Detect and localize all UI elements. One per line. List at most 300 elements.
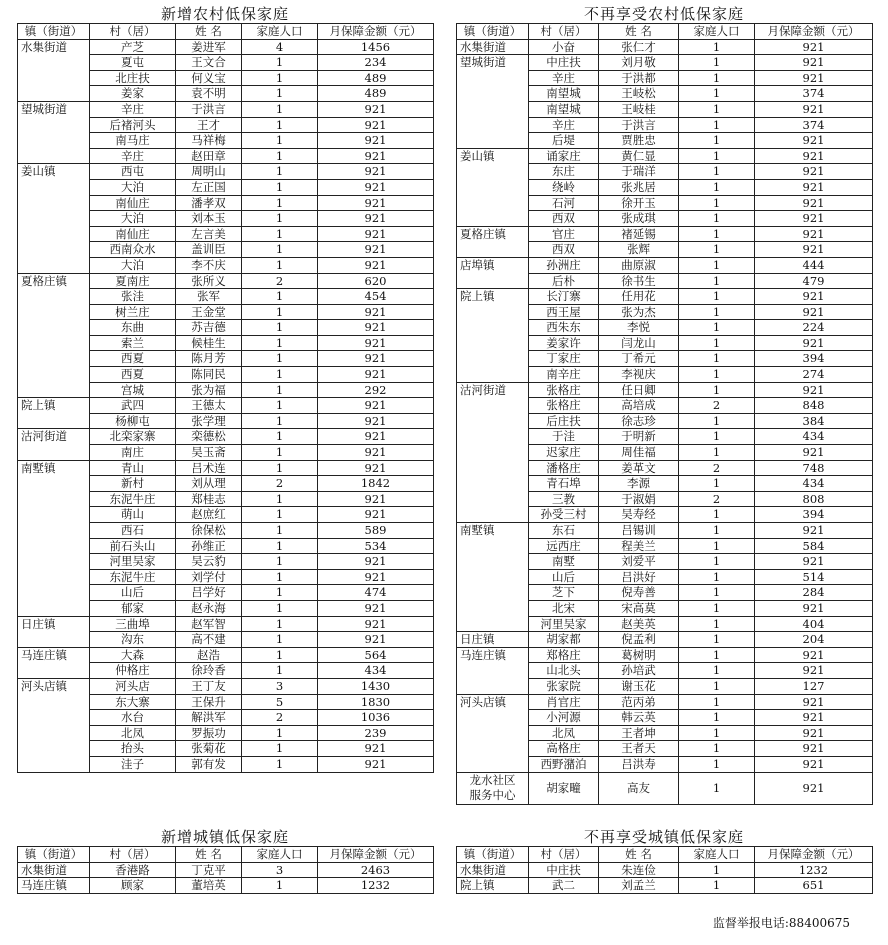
household-size-cell: 1	[679, 663, 755, 679]
town-cell: 夏格庄镇	[18, 273, 90, 398]
monthly-amount-cell: 204	[755, 632, 873, 648]
village-cell: 中庄扶	[529, 55, 599, 71]
monthly-amount-cell: 921	[318, 460, 434, 476]
monthly-amount-cell: 921	[318, 101, 434, 117]
village-cell: 北凤	[90, 725, 176, 741]
monthly-amount-cell: 404	[755, 616, 873, 632]
town-cell: 马连庄镇	[18, 647, 90, 678]
village-cell: 西南众水	[90, 242, 176, 258]
name-cell: 李视庆	[599, 367, 679, 383]
household-size-cell: 1	[242, 569, 318, 585]
household-size-cell: 1	[679, 445, 755, 461]
village-cell: 大泊	[90, 211, 176, 227]
village-cell: 河头店	[90, 678, 176, 694]
table-row	[18, 647, 434, 663]
monthly-amount-cell: 127	[755, 678, 873, 694]
name-cell: 王金堂	[176, 304, 242, 320]
name-cell: 闫龙山	[599, 335, 679, 351]
village-cell: 洼子	[90, 756, 176, 772]
table-header-row	[457, 24, 873, 40]
name-cell: 罗振功	[176, 725, 242, 741]
household-size-cell: 1	[679, 678, 755, 694]
monthly-amount-cell: 489	[318, 86, 434, 102]
household-size-cell: 1	[679, 211, 755, 227]
village-cell: 大泊	[90, 257, 176, 273]
name-cell: 王者天	[599, 741, 679, 757]
table-header-row	[18, 24, 434, 40]
monthly-amount-cell: 479	[755, 273, 873, 289]
town-cell: 龙水社区 服务中心	[457, 772, 529, 804]
name-cell: 吴玉斋	[176, 445, 242, 461]
village-cell: 新村	[90, 476, 176, 492]
town-cell: 马连庄镇	[18, 878, 90, 894]
name-cell: 赵浩	[176, 647, 242, 663]
village-cell: 后朴	[529, 273, 599, 289]
monthly-amount-cell: 444	[755, 257, 873, 273]
table-row	[457, 289, 873, 305]
village-cell: 东庄	[529, 164, 599, 180]
monthly-amount-cell: 921	[318, 179, 434, 195]
town-cell: 望城街道	[457, 55, 529, 149]
monthly-amount-cell: 921	[318, 491, 434, 507]
name-cell: 王丁友	[176, 678, 242, 694]
town-cell: 店埠镇	[457, 257, 529, 288]
name-cell: 曲原淑	[599, 257, 679, 273]
village-cell: 索兰	[90, 335, 176, 351]
name-cell: 潘孝双	[176, 195, 242, 211]
header-monthly-amount: 月保障金额（元）	[755, 847, 873, 863]
new-urban-table	[17, 846, 434, 894]
name-cell: 张辉	[599, 242, 679, 258]
table-row	[457, 632, 873, 648]
village-cell: 西野潴泊	[529, 756, 599, 772]
village-cell: 郁家	[90, 600, 176, 616]
monthly-amount-cell: 921	[318, 257, 434, 273]
monthly-amount-cell: 921	[318, 600, 434, 616]
town-cell: 日庄镇	[18, 616, 90, 647]
household-size-cell: 1	[679, 195, 755, 211]
name-cell: 葛树明	[599, 647, 679, 663]
monthly-amount-cell: 1232	[755, 862, 873, 878]
name-cell: 刘学付	[176, 569, 242, 585]
name-cell: 韩云英	[599, 710, 679, 726]
village-cell: 姜家	[90, 86, 176, 102]
table-row	[457, 382, 873, 398]
table-header-row	[457, 847, 873, 863]
header-monthly-amount: 月保障金额（元）	[755, 24, 873, 40]
name-cell: 董培英	[176, 878, 242, 894]
monthly-amount-cell: 224	[755, 320, 873, 336]
household-size-cell: 1	[679, 710, 755, 726]
monthly-amount-cell: 921	[318, 507, 434, 523]
household-size-cell: 1	[679, 86, 755, 102]
village-cell: 大森	[90, 647, 176, 663]
name-cell: 王岐桂	[599, 101, 679, 117]
town-cell: 姜山镇	[18, 164, 90, 273]
household-size-cell: 1	[679, 632, 755, 648]
household-size-cell: 1	[242, 382, 318, 398]
monthly-amount-cell: 921	[318, 320, 434, 336]
monthly-amount-cell: 1842	[318, 476, 434, 492]
table-row	[457, 55, 873, 71]
household-size-cell: 4	[242, 39, 318, 55]
name-cell: 王岐松	[599, 86, 679, 102]
header-monthly-amount: 月保障金额（元）	[318, 847, 434, 863]
household-size-cell: 1	[679, 569, 755, 585]
name-cell: 王保升	[176, 694, 242, 710]
town-cell: 河头店镇	[457, 694, 529, 772]
household-size-cell: 1	[242, 507, 318, 523]
table-row	[457, 878, 873, 894]
table-row	[457, 39, 873, 55]
monthly-amount-cell: 474	[318, 585, 434, 601]
header-name: 姓 名	[176, 24, 242, 40]
household-size-cell: 1	[679, 647, 755, 663]
name-cell: 于淑娟	[599, 491, 679, 507]
town-cell: 夏格庄镇	[457, 226, 529, 257]
table-row	[18, 460, 434, 476]
household-size-cell: 2	[679, 460, 755, 476]
household-size-cell: 1	[242, 148, 318, 164]
header-monthly-amount: 月保障金额（元）	[318, 24, 434, 40]
village-cell: 孙洲庄	[529, 257, 599, 273]
household-size-cell: 1	[679, 273, 755, 289]
village-cell: 北凤	[529, 725, 599, 741]
name-cell: 周佳福	[599, 445, 679, 461]
household-size-cell: 1	[679, 600, 755, 616]
monthly-amount-cell: 921	[755, 226, 873, 242]
header-name: 姓 名	[176, 847, 242, 863]
household-size-cell: 1	[242, 164, 318, 180]
monthly-amount-cell: 921	[318, 226, 434, 242]
household-size-cell: 2	[679, 398, 755, 414]
household-size-cell: 1	[679, 616, 755, 632]
name-cell: 朱连俭	[599, 862, 679, 878]
town-cell: 马连庄镇	[457, 647, 529, 694]
monthly-amount-cell: 584	[755, 538, 873, 554]
town-cell: 水集街道	[457, 39, 529, 55]
village-cell: 水台	[90, 710, 176, 726]
monthly-amount-cell: 514	[755, 569, 873, 585]
name-cell: 孙维正	[176, 538, 242, 554]
village-cell: 诵家庄	[529, 148, 599, 164]
household-size-cell: 1	[679, 538, 755, 554]
monthly-amount-cell: 921	[755, 304, 873, 320]
village-cell: 张格庄	[529, 382, 599, 398]
village-cell: 长汀寨	[529, 289, 599, 305]
household-size-cell: 1	[242, 554, 318, 570]
household-size-cell: 3	[242, 678, 318, 694]
village-cell: 张家院	[529, 678, 599, 694]
village-cell: 顾家	[90, 878, 176, 894]
village-cell: 张格庄	[529, 398, 599, 414]
town-cell: 南墅镇	[457, 523, 529, 632]
household-size-cell: 1	[242, 226, 318, 242]
name-cell: 高不建	[176, 632, 242, 648]
monthly-amount-cell: 620	[318, 273, 434, 289]
name-cell: 张成琪	[599, 211, 679, 227]
household-size-cell: 1	[679, 413, 755, 429]
name-cell: 姜革文	[599, 460, 679, 476]
name-cell: 徐志珍	[599, 413, 679, 429]
household-size-cell: 1	[679, 242, 755, 258]
monthly-amount-cell: 921	[318, 304, 434, 320]
monthly-amount-cell: 921	[318, 195, 434, 211]
stop-rural-title: 不再享受农村低保家庭	[583, 5, 744, 23]
village-cell: 西夏	[90, 367, 176, 383]
village-cell: 绕岭	[529, 179, 599, 195]
header-household-size: 家庭人口	[679, 847, 755, 863]
table-row	[18, 678, 434, 694]
household-size-cell: 1	[242, 195, 318, 211]
household-size-cell: 1	[679, 476, 755, 492]
name-cell: 候桂生	[176, 335, 242, 351]
town-cell: 河头店镇	[18, 678, 90, 772]
household-size-cell: 1	[679, 335, 755, 351]
name-cell: 赵庶红	[176, 507, 242, 523]
new-rural-section	[17, 5, 433, 773]
household-size-cell: 1	[242, 289, 318, 305]
header-town: 镇（街道）	[457, 24, 529, 40]
header-town: 镇（街道）	[457, 847, 529, 863]
village-cell: 辛庄	[90, 101, 176, 117]
village-cell: 张洼	[90, 289, 176, 305]
household-size-cell: 1	[242, 320, 318, 336]
table-header-row	[18, 847, 434, 863]
name-cell: 袁不明	[176, 86, 242, 102]
household-size-cell: 1	[679, 554, 755, 570]
monthly-amount-cell: 921	[755, 335, 873, 351]
header-household-size: 家庭人口	[242, 24, 318, 40]
village-cell: 石河	[529, 195, 599, 211]
household-size-cell: 1	[242, 257, 318, 273]
name-cell: 吕洪寿	[599, 756, 679, 772]
name-cell: 张为福	[176, 382, 242, 398]
name-cell: 郑桂志	[176, 491, 242, 507]
household-size-cell: 1	[242, 55, 318, 71]
header-name: 姓 名	[599, 24, 679, 40]
town-cell: 日庄镇	[457, 632, 529, 648]
monthly-amount-cell: 921	[755, 710, 873, 726]
village-cell: 河里吴家	[90, 554, 176, 570]
name-cell: 孙培武	[599, 663, 679, 679]
monthly-amount-cell: 589	[318, 523, 434, 539]
header-village: 村（居）	[529, 847, 599, 863]
name-cell: 吴寿经	[599, 507, 679, 523]
monthly-amount-cell: 921	[318, 242, 434, 258]
table-row	[18, 398, 434, 414]
name-cell: 陈同民	[176, 367, 242, 383]
name-cell: 于明新	[599, 429, 679, 445]
name-cell: 范丙弟	[599, 694, 679, 710]
table-row	[18, 862, 434, 878]
household-size-cell: 1	[679, 862, 755, 878]
stop-rural-section	[456, 5, 872, 805]
name-cell: 左言美	[176, 226, 242, 242]
village-cell: 北宋	[529, 600, 599, 616]
name-cell: 李不庆	[176, 257, 242, 273]
town-cell: 院上镇	[457, 878, 529, 894]
name-cell: 盖训臣	[176, 242, 242, 258]
table-row	[18, 101, 434, 117]
household-size-cell: 1	[679, 382, 755, 398]
household-size-cell: 1	[679, 101, 755, 117]
name-cell: 张仁才	[599, 39, 679, 55]
monthly-amount-cell: 921	[755, 756, 873, 772]
monthly-amount-cell: 921	[318, 117, 434, 133]
village-cell: 孙受三村	[529, 507, 599, 523]
monthly-amount-cell: 921	[755, 647, 873, 663]
name-cell: 李悦	[599, 320, 679, 336]
header-household-size: 家庭人口	[242, 847, 318, 863]
monthly-amount-cell: 921	[755, 741, 873, 757]
monthly-amount-cell: 651	[755, 878, 873, 894]
header-household-size: 家庭人口	[679, 24, 755, 40]
village-cell: 西夏	[90, 351, 176, 367]
stop-urban-title: 不再享受城镇低保家庭	[583, 828, 744, 846]
table-row	[457, 523, 873, 539]
household-size-cell: 1	[242, 429, 318, 445]
village-cell: 西王屋	[529, 304, 599, 320]
new-rural-title: 新增农村低保家庭	[160, 5, 289, 23]
name-cell: 贾胜忠	[599, 133, 679, 149]
table-row	[18, 273, 434, 289]
town-cell: 姜山镇	[457, 148, 529, 226]
table-row	[457, 647, 873, 663]
village-cell: 山后	[90, 585, 176, 601]
monthly-amount-cell: 434	[755, 429, 873, 445]
village-cell: 青石埠	[529, 476, 599, 492]
household-size-cell: 1	[242, 117, 318, 133]
village-cell: 夏屯	[90, 55, 176, 71]
name-cell: 任日卿	[599, 382, 679, 398]
name-cell: 于洪都	[599, 70, 679, 86]
monthly-amount-cell: 434	[755, 476, 873, 492]
village-cell: 小河源	[529, 710, 599, 726]
table-row	[18, 39, 434, 55]
monthly-amount-cell: 374	[755, 86, 873, 102]
name-cell: 倪孟利	[599, 632, 679, 648]
household-size-cell: 1	[242, 878, 318, 894]
household-size-cell: 2	[679, 491, 755, 507]
household-size-cell: 1	[679, 70, 755, 86]
monthly-amount-cell: 808	[755, 491, 873, 507]
name-cell: 陈月芳	[176, 351, 242, 367]
household-size-cell: 1	[242, 70, 318, 86]
name-cell: 于瑞洋	[599, 164, 679, 180]
new-rural-table	[17, 23, 434, 773]
household-size-cell: 1	[679, 351, 755, 367]
household-size-cell: 1	[679, 367, 755, 383]
village-cell: 东泥牛庄	[90, 491, 176, 507]
monthly-amount-cell: 921	[318, 554, 434, 570]
monthly-amount-cell: 1830	[318, 694, 434, 710]
village-cell: 西屯	[90, 164, 176, 180]
village-cell: 仲格庄	[90, 663, 176, 679]
household-size-cell: 1	[242, 460, 318, 476]
town-cell: 南墅镇	[18, 460, 90, 616]
monthly-amount-cell: 1036	[318, 710, 434, 726]
village-cell: 西朱东	[529, 320, 599, 336]
monthly-amount-cell: 921	[318, 367, 434, 383]
village-cell: 东曲	[90, 320, 176, 336]
household-size-cell: 1	[679, 39, 755, 55]
village-cell: 南望城	[529, 101, 599, 117]
village-cell: 姜家许	[529, 335, 599, 351]
name-cell: 倪寿善	[599, 585, 679, 601]
village-cell: 后堤	[529, 133, 599, 149]
name-cell: 张学理	[176, 413, 242, 429]
household-size-cell: 1	[679, 756, 755, 772]
village-cell: 武四	[90, 398, 176, 414]
village-cell: 后庄扶	[529, 413, 599, 429]
name-cell: 马祥梅	[176, 133, 242, 149]
household-size-cell: 1	[242, 585, 318, 601]
name-cell: 徐开玉	[599, 195, 679, 211]
village-cell: 南望城	[529, 86, 599, 102]
household-size-cell: 1	[242, 538, 318, 554]
village-cell: 肖官庄	[529, 694, 599, 710]
name-cell: 于洪言	[176, 101, 242, 117]
village-cell: 东石	[529, 523, 599, 539]
table-row	[457, 257, 873, 273]
monthly-amount-cell: 921	[755, 694, 873, 710]
monthly-amount-cell: 921	[318, 569, 434, 585]
monthly-amount-cell: 274	[755, 367, 873, 383]
monthly-amount-cell: 921	[755, 289, 873, 305]
household-size-cell: 1	[242, 101, 318, 117]
village-cell: 武二	[529, 878, 599, 894]
monthly-amount-cell: 374	[755, 117, 873, 133]
monthly-amount-cell: 394	[755, 351, 873, 367]
name-cell: 张所义	[176, 273, 242, 289]
monthly-amount-cell: 921	[318, 133, 434, 149]
monthly-amount-cell: 921	[755, 242, 873, 258]
village-cell: 潘格庄	[529, 460, 599, 476]
monthly-amount-cell: 239	[318, 725, 434, 741]
household-size-cell: 1	[242, 663, 318, 679]
household-size-cell: 1	[679, 741, 755, 757]
household-size-cell: 2	[242, 273, 318, 289]
household-size-cell: 1	[679, 585, 755, 601]
name-cell: 高培成	[599, 398, 679, 414]
name-cell: 吕锡训	[599, 523, 679, 539]
village-cell: 大泊	[90, 179, 176, 195]
monthly-amount-cell: 748	[755, 460, 873, 476]
stop-urban-section	[456, 828, 872, 894]
village-cell: 抬头	[90, 741, 176, 757]
name-cell: 王者坤	[599, 725, 679, 741]
name-cell: 何义宝	[176, 70, 242, 86]
household-size-cell: 1	[242, 632, 318, 648]
monthly-amount-cell: 921	[755, 179, 873, 195]
name-cell: 刘从理	[176, 476, 242, 492]
household-size-cell: 1	[242, 211, 318, 227]
household-size-cell: 1	[679, 694, 755, 710]
name-cell: 张为杰	[599, 304, 679, 320]
town-cell: 水集街道	[457, 862, 529, 878]
name-cell: 徐玲香	[176, 663, 242, 679]
monthly-amount-cell: 921	[755, 148, 873, 164]
household-size-cell: 1	[242, 523, 318, 539]
new-urban-section	[17, 828, 433, 894]
household-size-cell: 1	[679, 429, 755, 445]
household-size-cell: 1	[679, 117, 755, 133]
monthly-amount-cell: 921	[318, 756, 434, 772]
name-cell: 李源	[599, 476, 679, 492]
monthly-amount-cell: 1430	[318, 678, 434, 694]
monthly-amount-cell: 921	[755, 725, 873, 741]
